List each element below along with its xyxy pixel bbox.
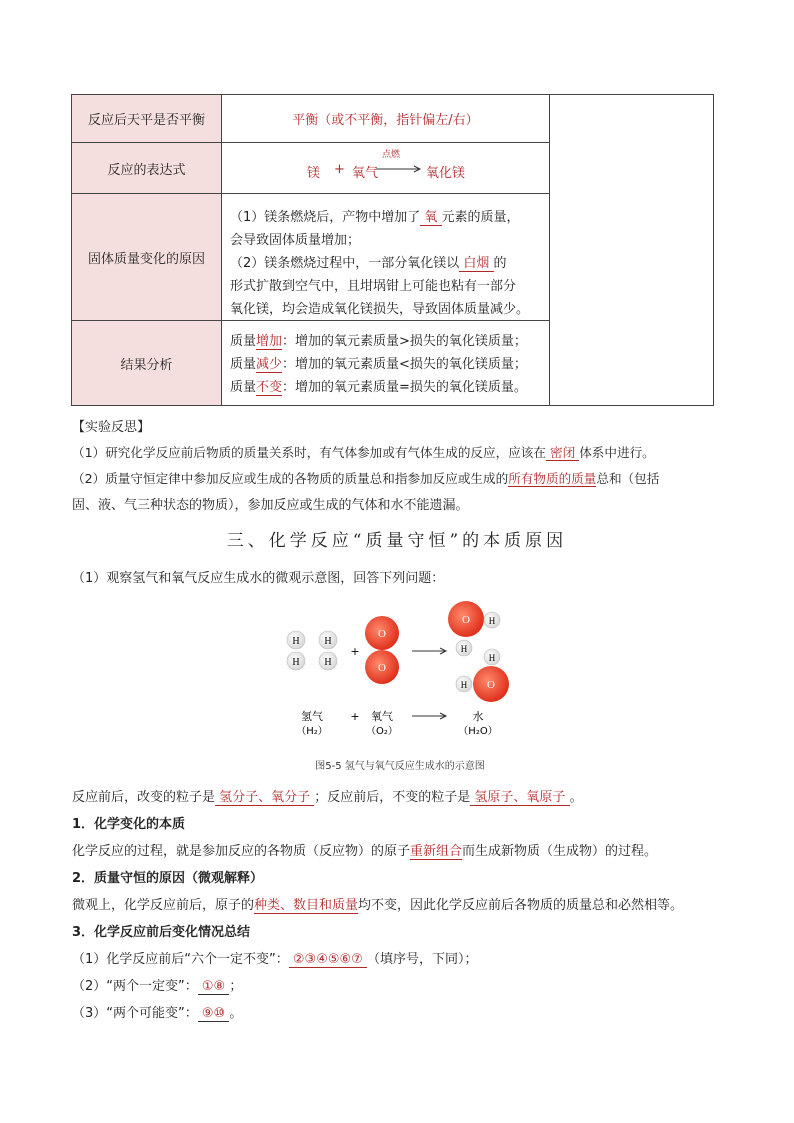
answer-two-may-change: ⑨⑩ [197, 1006, 230, 1021]
product-mgo: 氧化镁 [426, 166, 466, 181]
svg-text:O: O [378, 628, 386, 640]
heading-2: 2．质量守恒的原因（微观解释） [72, 871, 264, 886]
answer-unchanged-particles: 氢原子、氧原子 [470, 790, 570, 805]
text: （2）镁条燃烧过程中，一部分氧化镁以 [230, 256, 460, 271]
reaction-arrow [412, 648, 446, 654]
reflection-p2 [72, 468, 659, 487]
row-value-cell [222, 95, 550, 142]
text: （1）化学反应前后“六个一定不变”： [72, 952, 289, 967]
text: ； [229, 979, 243, 994]
text: ：增加的氧元素质量<损失的氧化镁质量； [282, 357, 527, 372]
text: 会导致固体质量增加； [230, 233, 361, 248]
text: （1）研究化学反应前后物质的质量关系时，有气体参加或有气体生成的反应，应该在 [72, 445, 546, 460]
answer-kind-number-mass: 种类、数目和质量 [254, 898, 359, 913]
svg-text:O: O [378, 662, 386, 674]
svg-text:O: O [462, 614, 470, 626]
text: 形式扩散到空气中，且坩埚钳上可能也粘有一部分 [230, 279, 517, 294]
label-h2o: 水 [472, 710, 484, 723]
text: （1）镁条燃烧后，产物中增加了 [230, 210, 421, 225]
row-label: 反应后天平是否平衡 [72, 95, 222, 142]
summary-2 [72, 975, 242, 994]
answer-recombine: 重新组合 [410, 844, 463, 859]
paragraph-2 [72, 894, 683, 913]
text: （2）“两个一定变”： [72, 979, 198, 994]
svg-text:H: H [460, 644, 468, 654]
answer-decrease: 减少 [256, 357, 283, 372]
reason-line [230, 275, 516, 294]
text: 。 [229, 1006, 243, 1021]
plus-sign: + [350, 710, 360, 723]
text: 化学反应的过程，就是参加反应的各物质（反应物）的原子 [72, 844, 411, 859]
analysis-line [230, 353, 527, 372]
experiment-table [71, 94, 714, 406]
text: 反应前后，改变的粒子是 [72, 790, 216, 805]
heading-3: 3．化学反应前后变化情况总结 [72, 925, 251, 940]
text: 质量 [230, 334, 257, 349]
reaction-arrow [376, 165, 422, 173]
summary-1 [72, 948, 477, 967]
svg-text:O: O [487, 679, 495, 691]
water-formation-diagram [270, 595, 530, 785]
reflection-heading: 【实验反思】 [72, 420, 151, 435]
reason-line [230, 206, 520, 225]
answer-changed-particles: 氢分子、氧分子 [215, 790, 315, 805]
text: ：增加的氧元素质量>损失的氧化镁质量； [282, 334, 527, 349]
reactant-mg: 镁 [307, 166, 321, 181]
table-row [72, 95, 550, 143]
label-o2: 氧气 [371, 710, 393, 723]
reason-line [230, 298, 529, 317]
reason-cell [222, 194, 550, 320]
formula-o2: （O₂） [366, 726, 398, 737]
svg-text:H: H [488, 653, 496, 663]
h2-molecule [287, 631, 305, 670]
summary-3 [72, 1002, 242, 1021]
text: 氧化镁，均会造成氧化镁损失，导致固体质量减少。 [230, 302, 530, 317]
table-row [72, 321, 550, 405]
reflection-p1 [72, 442, 655, 461]
answer-two-changed: ①⑧ [197, 979, 230, 994]
svg-text:H: H [488, 616, 496, 626]
row-label: 固体质量变化的原因 [72, 194, 222, 320]
text: ：增加的氧元素质量=损失的氧化镁质量。 [282, 380, 527, 395]
o2-molecule [365, 616, 399, 684]
answer-oxygen: 氧 [420, 210, 442, 225]
text: （3）“两个可能变”： [72, 1006, 198, 1021]
h2-molecule [319, 631, 337, 670]
answer-white-smoke: 白烟 [459, 256, 494, 271]
formula-h2o: （H₂O） [458, 726, 498, 737]
label-h2: 氢气 [301, 710, 323, 723]
answer-increase: 增加 [256, 334, 283, 349]
h2o-molecule [456, 649, 509, 702]
text: 微观上，化学反应前后，原子的 [72, 898, 255, 913]
text: 。 [569, 790, 583, 805]
analysis-line [230, 330, 527, 349]
figure-caption: 图5-5 氢气与氧气反应生成水的示意图 [315, 761, 485, 772]
heading-1: 1．化学变化的本质 [72, 817, 186, 832]
analysis-cell [222, 321, 550, 405]
answer-six-unchanged: ②③④⑤⑥⑦ [288, 952, 367, 967]
svg-text:H: H [460, 680, 468, 690]
paragraph-1 [72, 840, 657, 859]
reason-line [230, 252, 507, 271]
reflection-p2-line2: 固、液、气三种状态的物质），参加反应或生成的气体和水不能遗漏。 [72, 498, 469, 513]
svg-text:H: H [292, 636, 300, 647]
answer-all-substances: 所有物质的质量 [508, 471, 597, 486]
svg-text:H: H [324, 636, 332, 647]
text: 总和（包括 [596, 471, 660, 486]
table-row [72, 143, 550, 194]
analysis-line [230, 376, 527, 395]
reaction-condition: 点燃 [382, 150, 401, 160]
row-label: 结果分析 [72, 321, 222, 405]
plus-sign: + [334, 162, 345, 177]
formula-h2: （H₂） [296, 726, 328, 737]
row-label: 反应的表达式 [72, 143, 222, 193]
answer-unchanged: 不变 [256, 380, 283, 395]
answer-sealed: 密闭 [545, 445, 580, 460]
text: （填序号，下同）； [366, 952, 478, 967]
text: 体系中进行。 [579, 445, 655, 460]
text: 质量 [230, 380, 257, 395]
text: （2）质量守恒定律中参加反应或生成的各物质的质量总和指参加反应或生成的 [72, 471, 509, 486]
table-row [72, 194, 550, 321]
section-title: 三、化学反应“质量守恒”的本质原因 [226, 531, 568, 551]
text: 的 [493, 256, 507, 271]
balance-answer: 平衡（或不平衡，指针偏左/右） [292, 113, 479, 128]
plus-sign: + [350, 645, 360, 658]
text: 而生成新物质（生成物）的过程。 [462, 844, 658, 859]
text: 质量 [230, 357, 257, 372]
svg-text:H: H [292, 657, 300, 668]
reactant-o2: 氧气 [352, 166, 379, 181]
text: 元素的质量， [441, 210, 520, 225]
svg-text:H: H [324, 657, 332, 668]
text: ；反应前后，不变的粒子是 [314, 790, 471, 805]
h2o-molecule [448, 601, 500, 656]
text: 均不变，因此化学反应前后各物质的质量总和必然相等。 [358, 898, 684, 913]
question-1: （1）观察氢气和氧气反应生成水的微观示意图，回答下列问题： [72, 571, 445, 586]
equation-cell [222, 143, 550, 193]
reason-line [230, 229, 360, 248]
particle-answer-line [72, 786, 583, 805]
label-arrow [412, 713, 446, 719]
